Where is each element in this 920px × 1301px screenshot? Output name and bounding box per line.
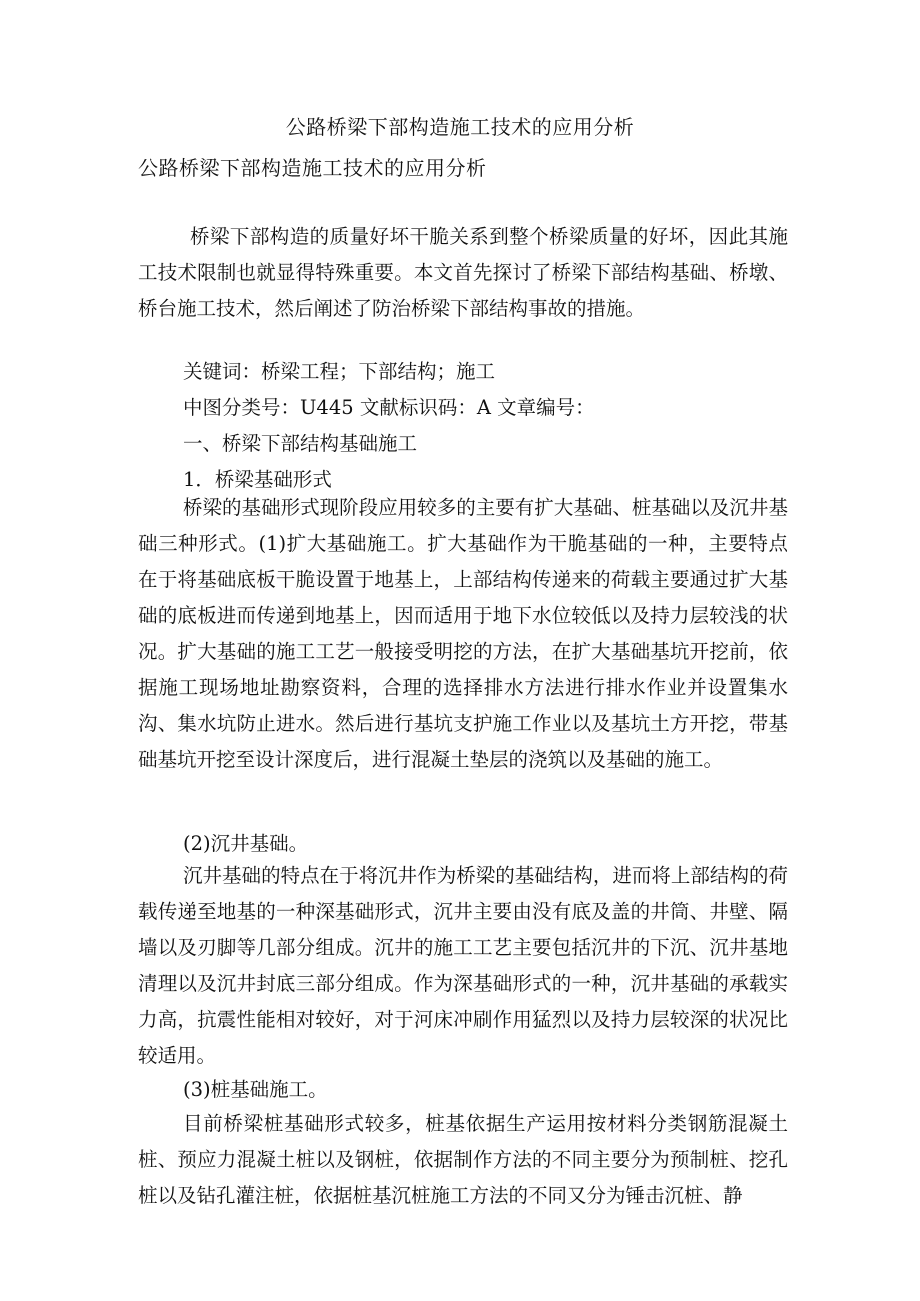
classification-line: 中图分类号：U445 文献标识码：A 文章编号： — [183, 396, 595, 419]
item3-heading: (3)桩基础施工。 — [183, 1078, 328, 1101]
section-heading: 一、桥梁下部结构基础施工 — [183, 432, 418, 455]
paragraph-pile: 目前桥梁桩基础形式较多，桩基依据生产运用按材料分类钢筋混凝土桩、预应力混凝土桩以及钢桩，依据制作方法的不同主要分为预制桩、挖孔桩以及钻孔灌注桩，依据桩基沉桩施工方法的不同又分为锤击沉桩、静 — [138, 1112, 788, 1207]
subsection-heading: 1．桥梁基础形式 — [183, 468, 332, 491]
document-subtitle: 公路桥梁下部构造施工技术的应用分析 — [138, 156, 487, 180]
abstract-paragraph: 桥梁下部构造的质量好坏干脆关系到整个桥梁质量的好坏，因此其施工技术限制也就显得特殊重要。本文首先探讨了桥梁下部结构基础、桥墩、桥台施工技术，然后阐述了防治桥梁下部结构事故的措施。 — [138, 225, 788, 320]
paragraph-foundation-forms: 桥梁的基础形式现阶段应用较多的主要有扩大基础、桩基础以及沉井基础三种形式。(1)扩大基础施工。扩大基础作为干脆基础的一种，主要特点在于将基础底板干脆设置于地基上，上部结构传递来的荷载主要通过扩大基础的底板进而传递到地基上，因而适用于地下水位较低以及持力层较浅的状况。扩大基础的施工工艺一般接受明挖的方法，在扩大基础基坑开挖前，依据施工现场地址勘察资料，合理的选择排水方法进行排水作业并设置集水沟、集水坑防止进水。然后进行基坑支护施工作业以及基坑土方开挖，带基础基坑开挖至设计深度后，进行混凝土垫层的浇筑以及基础的施工。 — [138, 496, 788, 771]
document-title: 公路桥梁下部构造施工技术的应用分析 — [285, 115, 635, 139]
paragraph-caisson: 沉井基础的特点在于将沉井作为桥梁的基础结构，进而将上部结构的荷载传递至地基的一种深基础形式，沉井主要由没有底及盖的井筒、井壁、隔墙以及刃脚等几部分组成。沉井的施工工艺主要包括沉井的下沉、沉井基地清理以及沉井封底三部分组成。作为深基础形式的一种，沉井基础的承载实力高，抗震性能相对较好，对于河床冲刷作用猛烈以及持力层较深的状况比较适用。 — [138, 864, 788, 1067]
item2-heading: (2)沉井基础。 — [183, 832, 309, 855]
keywords-line: 关键词：桥梁工程；下部结构；施工 — [183, 360, 496, 383]
